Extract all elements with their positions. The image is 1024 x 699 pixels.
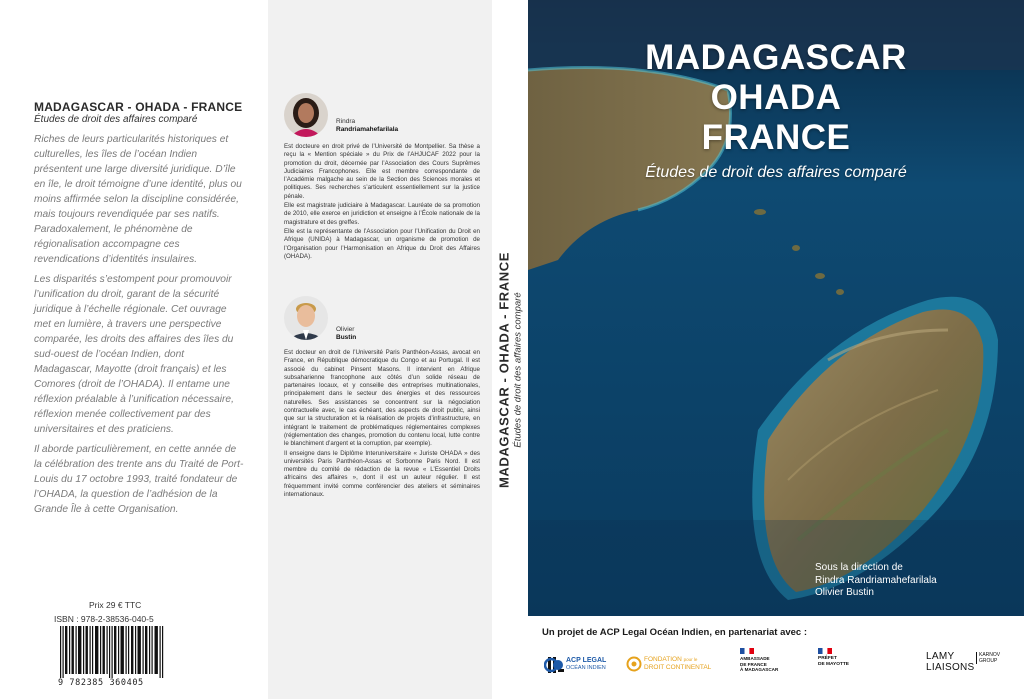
isbn-label: ISBN : 978-2-38536-040-5 <box>54 614 154 624</box>
back-cover-title: MADAGASCAR - OHADA - FRANCE <box>34 100 243 114</box>
front-title <box>528 38 1024 158</box>
back-cover-subtitle: Études de droit des affaires comparé <box>34 114 198 125</box>
front-title-line: OHADA <box>710 78 842 117</box>
back-cover <box>0 0 268 699</box>
prefet-line: DE MAYOTTE <box>818 661 850 667</box>
author-first-name: Olivier <box>336 326 355 333</box>
acp-legal-text: ACP LEGAL <box>566 657 607 664</box>
editor-name: Rindra Randriamahefarilala <box>815 574 937 586</box>
spine-title: MADAGASCAR - OHADA - FRANCE <box>496 252 512 488</box>
author-bio-olivier <box>284 349 480 500</box>
author-bio-rindra <box>284 143 480 262</box>
spine-subtitle: Études de droit des affaires comparé <box>512 292 524 448</box>
fondation-small-word: pour le <box>683 657 698 662</box>
front-cover <box>528 0 1024 699</box>
blurb-paragraph: Il aborde particulièrement, en cette année de la célébration des trente ans du Traité de Port-Louis du 17 octobre 1993, traité fondateur de l’OHADA, la question de l’adhésion de la Grande Île à cette Organisation. <box>34 444 244 515</box>
fondation-circle-icon <box>626 656 642 672</box>
liaisons-text: LIAISONS <box>926 662 975 673</box>
blurb-paragraph: Les disparités s’estompent pour promouvoir l’unification du droit, garant de la sécurité juridique à l’échelle régionale. Cet ouvrage met en lumière, à travers une perspective comparée, les droits des affaires des îles du sud-ouest de l’océan Indien, dont Madagascar, Mayotte (droit français) et les Comores (droit de l’OHADA). Il entame une réflexion préalable à l’unification nécessaire, réflexion menée collectivement par des universitaires et des praticiens. <box>34 274 234 435</box>
droit-continental-text: DROIT CONTINENTAL <box>644 664 712 671</box>
ambassade-line: DE FRANCE <box>740 661 767 667</box>
prefet-line: PRÉFET <box>818 656 837 661</box>
author-first-name: Rindra <box>336 118 356 125</box>
author-photo-rindra <box>284 93 328 137</box>
bio-paragraph: Elle est magistrate judiciaire à Madagascar. Lauréate de sa promotion de 2010, elle exerce en juridiction et enseigne à l’École nationale de la magistrature et des greffes. <box>284 202 480 226</box>
partner-line: Un projet de ACP Legal Océan Indien, en partenariat avec : <box>542 627 808 638</box>
front-subtitle: Études de droit des affaires comparé <box>645 164 907 181</box>
french-flag-icon <box>818 648 832 654</box>
ambassade-line: À MADAGASCAR <box>740 667 779 672</box>
bio-paragraph: Elle est la représentante de l’Association pour l’Unification du Droit en Afrique (UNIDA) à Madagascar, un organisme de promotion de l’Organisation pour l’Harmonisation en Afrique du Droit des Affaires (OHADA). <box>284 227 480 260</box>
barcode-digits: 9 782385 360405 <box>58 678 144 688</box>
front-title-line: FRANCE <box>701 118 851 157</box>
blurb-paragraph: Riches de leurs particularités historiques et culturelles, les îles de l’océan Indien présentent une large diversité juridique. D’île en île, le droit témoigne d’une identité, plus ou moins affirmée selon la discipline considérée, mais toujours revendiquée par ses natifs. Paradoxalement, le phénomène de régionalisation accompagne ces revendications d’identités insulaires. <box>34 134 242 265</box>
author-last-name: Randriamahefarilala <box>336 126 399 133</box>
group-text: GROUP <box>976 658 1016 664</box>
barcode <box>58 626 168 678</box>
ambassade-line: AMBASSADE <box>740 656 770 661</box>
back-cover-blurb <box>34 132 244 522</box>
french-flag-icon <box>740 648 754 654</box>
fondation-word: FONDATION <box>644 656 682 663</box>
karnov-text: KARNOV <box>976 652 1016 658</box>
spine-text <box>497 252 524 488</box>
fondation-text <box>644 656 734 663</box>
price-label: Prix 29 € TTC <box>89 600 142 610</box>
acp-bubble-icon <box>544 656 564 674</box>
acp-ocean-text: OCÉAN INDIEN <box>566 665 606 671</box>
editors-block <box>815 562 937 600</box>
authors-panel <box>268 0 492 699</box>
direction-label: Sous la direction de <box>815 562 903 573</box>
bio-paragraph: Est docteure en droit privé de l’Université de Montpellier. Sa thèse a reçu la « Mention spéciale » du Prix de l’AHJUCAF 2022 pour la promotion du droit, décernée par l’Association des Cours Suprêmes Judiciaires Francophones. Elle est membre correspondante de l’Académie malgache au sein de la Section des Sciences morales et politiques. Ses recherches s’articulent essentiellement sur la justice pénale. <box>284 143 480 200</box>
editor-name: Olivier Bustin <box>815 587 874 598</box>
author-last-name: Bustin <box>336 334 357 341</box>
bio-paragraph: Il enseigne dans le Diplôme Interuniversitaire « Juriste OHADA » des universités Paris Panthéon-Assas et Sorbonne Paris Nord. Il est membre du comité de rédaction de la revue « L’Essentiel Droits africains des affaires », dont il est un auteur régulier. Il est fréquemment invité comme conférencier des ateliers et séminaires internationaux. <box>284 449 480 499</box>
front-title-line: MADAGASCAR <box>645 38 907 77</box>
partner-logos <box>528 646 1024 686</box>
lamy-text: LAMY <box>926 651 955 662</box>
author-photo-olivier <box>284 296 328 340</box>
bio-paragraph: Est docteur en droit de l’Université Paris Panthéon-Assas, avocat en France, en République démocratique du Congo et au Portugal. Il est associé du cabinet Pinsent Masons. Il intervient en Afrique subsaharienne francophone aux côtés d’un solide réseau de partenaires locaux, et y conseille des entreprises multinationales, principalement dans le secteur des énergies et des ressources naturelles. Ses assistances se concentrent sur la négociation contractuelle avec, le cas échéant, des aspects de droit public, ainsi que sur la structuration et la réalisation de projets d’infrastructure, en intégrant le traitement de problématiques réglementaires complexes (réglementation des changes, promotion du contenu local, lutte contre le blanchiment d’argent et la corruption, par exemple). <box>284 349 480 448</box>
